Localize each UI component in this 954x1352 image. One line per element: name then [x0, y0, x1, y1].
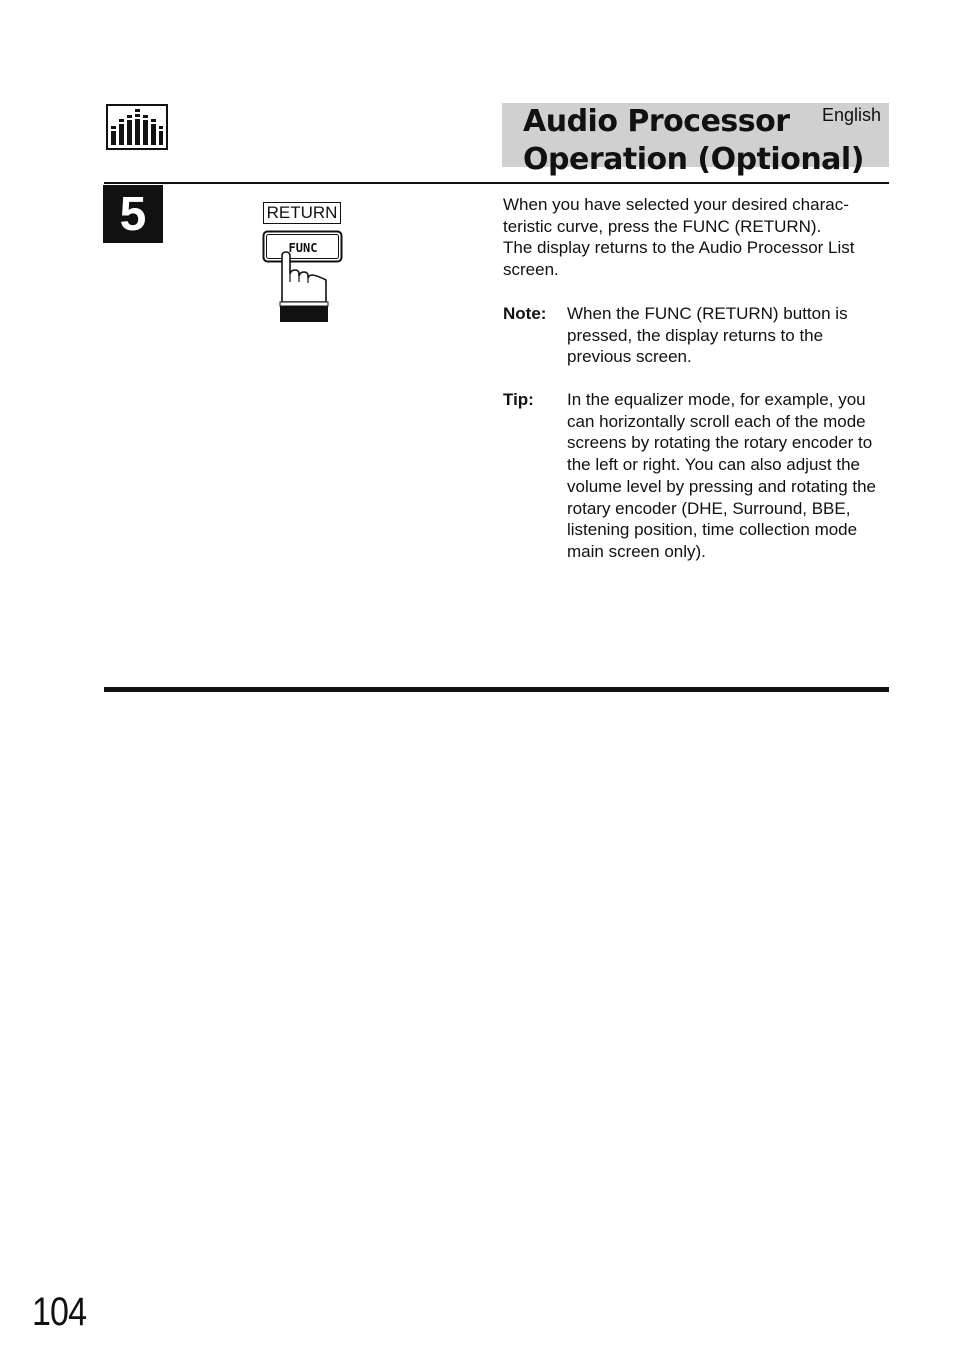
tip-label: Tip: [503, 390, 534, 409]
func-button-illustration [262, 230, 346, 331]
top-divider [104, 182, 889, 184]
title-line-2: Operation (Optional) [523, 142, 864, 177]
instruction-paragraph-2: The display returns to the Audio Processor List screen. [503, 238, 855, 280]
bottom-divider [104, 687, 889, 692]
instruction-text [503, 194, 893, 281]
note-label: Note: [503, 304, 547, 323]
title-line-1: Audio Processor [523, 104, 790, 139]
tip-text: In the equalizer mode, for example, you can horizontally scroll each of the mode screens by rotating the rotary encoder to the left or right. You can also adjust the volume level by pressing and rotating the rotary encoder (DHE, Surround, BBE, listening position, time collection mode main screen only). [567, 390, 877, 561]
page-title [523, 103, 864, 179]
page-number: 104 [32, 1290, 87, 1334]
language-label: English [821, 105, 881, 125]
note-text: When the FUNC (RETURN) button is pressed, the display returns to the previous screen. [567, 304, 848, 367]
equalizer-icon [106, 104, 168, 150]
step-number: 5 [103, 185, 163, 243]
title-banner [502, 103, 889, 177]
instruction-paragraph-1: When you have selected your desired charac-teristic curve, press the FUNC (RETURN). [503, 195, 849, 236]
return-label: RETURN [263, 202, 341, 224]
func-button-text: FUNC [288, 241, 318, 255]
